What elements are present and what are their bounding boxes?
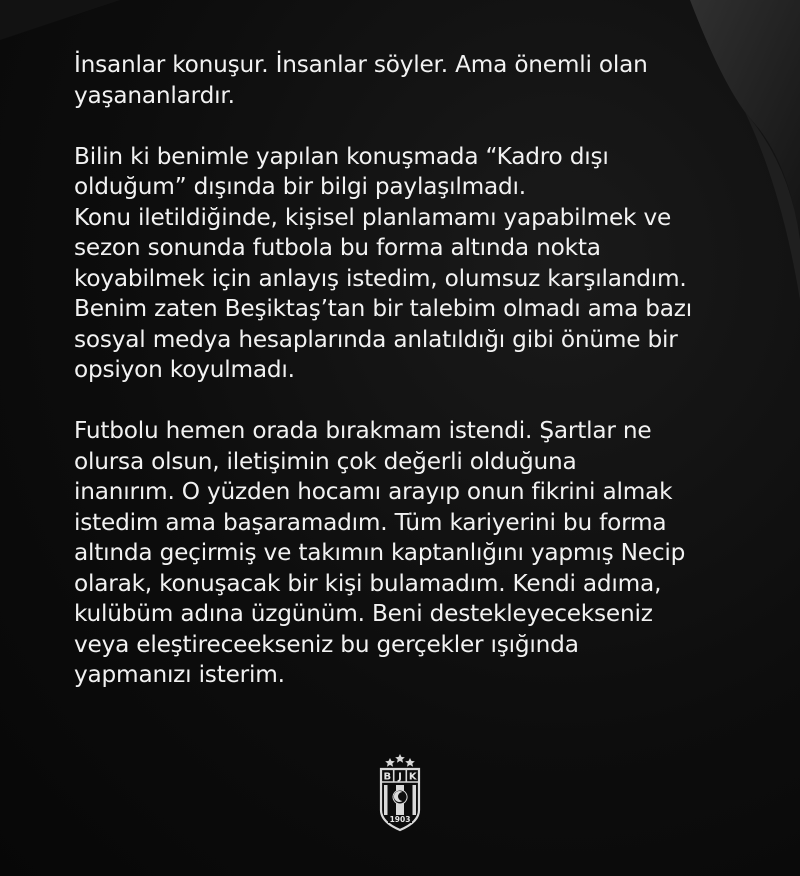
statement-line: inanırım. O yüzden hocamı arayıp onun fikrini almak bbox=[74, 478, 673, 505]
statement-line: Benim zaten Beşiktaş’tan bir talebim olmadı ama bazı bbox=[74, 295, 692, 322]
crest-stars bbox=[385, 754, 415, 767]
statement-line: sosyal medya hesaplarında anlatıldığı gibi önüme bir bbox=[74, 325, 678, 353]
statement-line: yaşananlardır. bbox=[74, 81, 235, 109]
statement-line: olduğum” dışında bir bilgi paylaşılmadı. bbox=[74, 173, 526, 200]
statement-line: koyabilmek için anlayış istedim, olumsuz karşılandım. bbox=[74, 264, 687, 292]
statement-line: olarak, konuşacak bir kişi bulamadım. Kendi adıma, bbox=[74, 569, 662, 597]
statement-text bbox=[74, 50, 764, 721]
crest-year: 1903 bbox=[389, 815, 411, 824]
crest-letter-k: K bbox=[408, 771, 417, 783]
statement-line: yapmanızı isterim. bbox=[74, 661, 285, 688]
statement-line: veya eleştireceekseniz bu gerçekler ışığında bbox=[74, 630, 579, 658]
crest-letter-j: J bbox=[398, 771, 402, 783]
statement-line: sezon sonunda futbola bu forma altında nokta bbox=[74, 234, 601, 261]
statement-paragraph bbox=[74, 142, 764, 386]
statement-line: Konu iletildiğinde, kişisel planlamamı yapabilmek ve bbox=[74, 203, 672, 231]
statement-line: Futbolu hemen orada bırakmam istendi. Şartlar ne bbox=[74, 417, 652, 444]
statement-paragraph bbox=[74, 416, 764, 691]
statement-line: olursa olsun, iletişimin çok değerli olduğuna bbox=[74, 447, 577, 475]
statement-line: altında geçirmiş ve takımın kaptanlığını yapmış Necip bbox=[74, 539, 686, 566]
statement-line: opsiyon koyulmadı. bbox=[74, 356, 295, 383]
statement-line: kulübüm adına üzgünüm. Beni destekleyecekseniz bbox=[74, 600, 653, 627]
statement-line: istedim ama başaramadım. Tüm kariyerini bu forma bbox=[74, 508, 667, 536]
bjk-crest-icon bbox=[376, 752, 424, 832]
statement-line: Bilin ki benimle yapılan konuşmada “Kadro dışı bbox=[74, 142, 609, 170]
crest-letter-b: B bbox=[383, 771, 392, 783]
statement-paragraph bbox=[74, 50, 764, 111]
statement-line: İnsanlar konuşur. İnsanlar söyler. Ama önemli olan bbox=[74, 51, 648, 78]
